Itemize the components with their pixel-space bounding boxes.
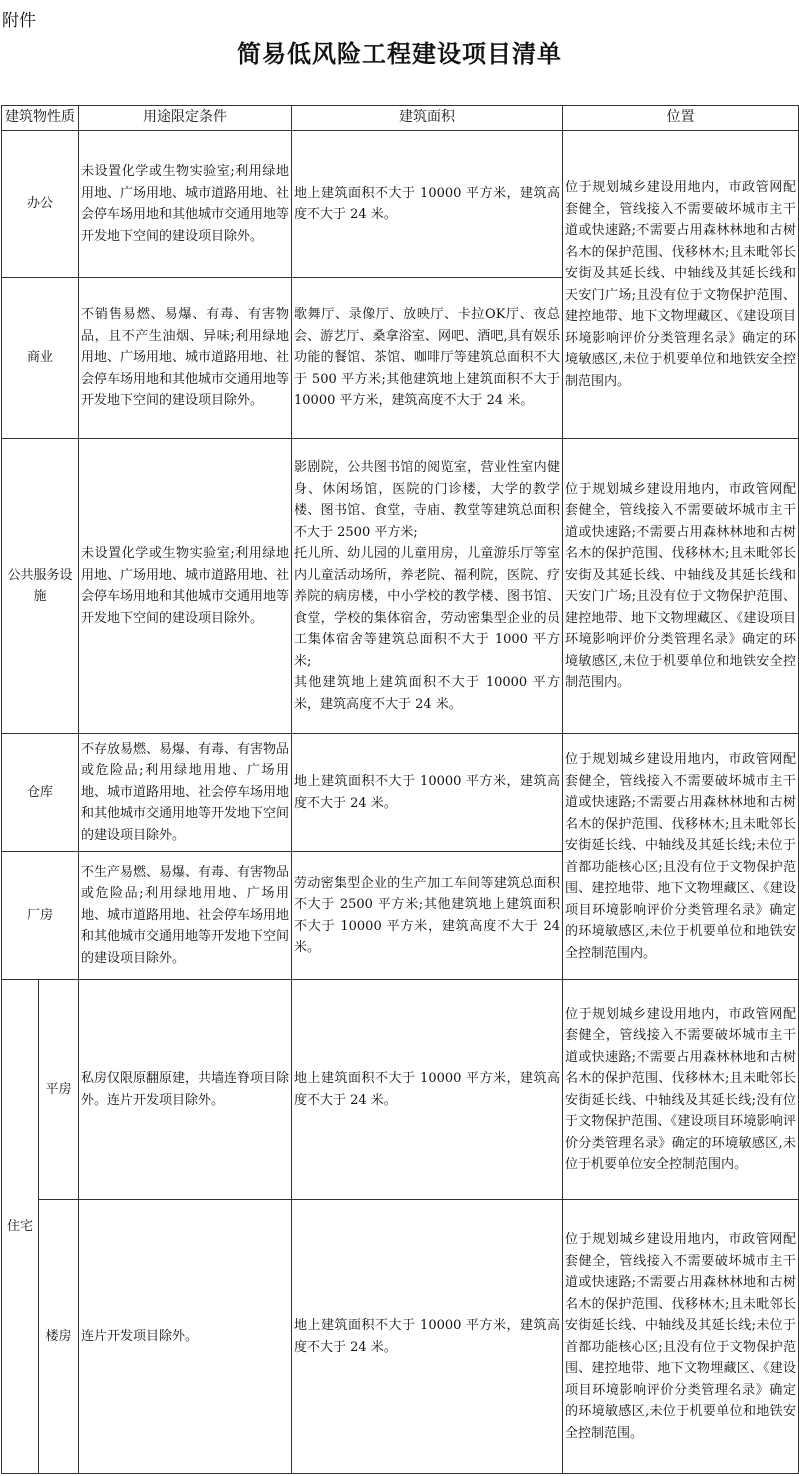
condition-cell: 未设置化学或生物实验室;利用绿地用地、广场用地、城市道路用地、社会停车场用地和其他城市交通用地等开发地下空间的建设项目除外。 (79, 439, 292, 734)
table-row (2, 734, 799, 852)
subtype-cell: 楼房 (39, 1200, 79, 1474)
location-cell: 位于规划城乡建设用地内，市政管网配套健全，管线接入不需要破坏城市主干道或快速路;不需要占用森林林地和古树名木的保护范围、伐移林木;且未毗邻长安街延长线、中轴线及其延长线;未位于首都功能核心区;且没有位于文物保护范围、建控地带、地下文物埋藏区、《建设项目环境影响评价分类管理名录》确定的环境敏感区,未位于机要单位和地铁安全控制范围。 (563, 1200, 799, 1474)
attachment-label: 附件 (2, 11, 36, 31)
area-cell: 地上建筑面积不大于 10000 平方米，建筑高度不大于 24 米。 (292, 980, 563, 1200)
type-cell: 厂房 (2, 852, 79, 980)
type-cell: 仓库 (2, 734, 79, 852)
table-row (2, 1200, 799, 1474)
table-header-row (2, 106, 799, 131)
location-cell: 位于规划城乡建设用地内，市政管网配套健全，管线接入不需要破坏城市主干道或快速路;不需要占用森林林地和古树名木的保护范围、伐移林木;且未毗邻长安街延长线、中轴线及其延长线;未位于首都功能核心区;且没有位于文物保护范围、建控地带、地下文物埋藏区、《建设项目环境影响评价分类管理名录》确定的环境敏感区,未位于机要单位和地铁安全控制范围内。 (563, 734, 799, 980)
location-cell: 位于规划城乡建设用地内，市政管网配套健全，管线接入不需要破坏城市主干道或快速路;不需要占用森林林地和古树名木的保护范围、伐移林木;且未毗邻长安街延长线、中轴线及其延长线;没有位于文物保护范围、《建设项目环境影响评价分类管理名录》确定的环境敏感区,未位于机要单位安全控制范围内。 (563, 980, 799, 1200)
header-floor-area: 建筑面积 (292, 106, 563, 131)
location-cell: 位于规划城乡建设用地内，市政管网配套健全，管线接入不需要破坏城市主干道或快速路;不需要占用森林林地和古树名木的保护范围、伐移林木;且未毗邻长安街及其延长线、中轴线及其延长线和天安门广场;且没有位于文物保护范围、建控地带、地下文物埋藏区、《建设项目环境影响评价分类管理名录》确定的环境敏感区,未位于机要单位和地铁安全控制范围内。 (563, 131, 799, 439)
condition-cell: 不存放易燃、易爆、有毒、有害物品或危险品;利用绿地用地、广场用地、城市道路用地、社会停车场用地和其他城市交通用地等开发地下空间的建设项目除外。 (79, 734, 292, 852)
area-cell: 地上建筑面积不大于 10000 平方米，建筑高度不大于 24 米。 (292, 1200, 563, 1474)
table-row (2, 439, 799, 734)
area-cell: 地上建筑面积不大于 10000 平方米，建筑高度不大于 24 米。 (292, 131, 563, 278)
type-cell: 公共服务设施 (2, 439, 79, 734)
subtype-cell: 平房 (39, 980, 79, 1200)
condition-cell: 未设置化学或生物实验室;利用绿地用地、广场用地、城市道路用地、社会停车场用地和其他城市交通用地等开发地下空间的建设项目除外。 (79, 131, 292, 278)
condition-cell: 不生产易燃、易爆、有毒、有害物品或危险品;利用绿地用地、广场用地、城市道路用地、社会停车场用地和其他城市交通用地等开发地下空间的建设项目除外。 (79, 852, 292, 980)
area-cell: 影剧院，公共图书馆的阅览室，营业性室内健身、休闲场馆，医院的门诊楼，大学的教学楼、图书馆、食堂，寺庙、教堂等建筑总面积不大于 2500 平方米; 托儿所、幼儿园的儿童用房，儿童游乐厅等室内儿童活动场所，养老院、福利院，医院、疗养院的病房楼，中小学校的教学楼、图书馆、食堂，学校的集体宿舍，劳动密集型企业的员工集体宿舍等建筑总面积不大于 1000 平方米; 其他建筑地上建筑面积不大于 10000 平方米，建筑高度不大于 24 米。 (292, 439, 563, 734)
header-use-condition: 用途限定条件 (79, 106, 292, 131)
header-building-type: 建筑物性质 (2, 106, 79, 131)
condition-cell: 连片开发项目除外。 (79, 1200, 292, 1474)
area-cell: 歌舞厅、录像厅、放映厅、卡拉OK厅、夜总会、游艺厅、桑拿浴室、网吧、酒吧,具有娱乐功能的餐馆、茶馆、咖啡厅等建筑总面积不大于 500 平方米;其他建筑地上建筑面积不大于 10000 平方米，建筑高度不大于 24 米。 (292, 278, 563, 439)
document-title: 简易低风险工程建设项目清单 (237, 39, 562, 68)
header-location: 位置 (563, 106, 799, 131)
table-row (2, 980, 799, 1200)
project-list-table (1, 105, 799, 1474)
area-cell: 劳动密集型企业的生产加工车间等建筑总面积不大于 2500 平方米;其他建筑地上建筑面积不大于 10000 平方米，建筑高度不大于 24 米。 (292, 852, 563, 980)
type-cell: 办公 (2, 131, 79, 278)
area-cell: 地上建筑面积不大于 10000 平方米，建筑高度不大于 24 米。 (292, 734, 563, 852)
condition-cell: 不销售易燃、易爆、有毒、有害物品，且不产生油烟、异味;利用绿地用地、广场用地、城市道路用地、社会停车场用地和其他城市交通用地等开发地下空间的建设项目除外。 (79, 278, 292, 439)
table-row (2, 131, 799, 278)
type-cell-residential: 住宅 (2, 980, 39, 1474)
location-cell: 位于规划城乡建设用地内，市政管网配套健全，管线接入不需要破坏城市主干道或快速路;不需要占用森林林地和古树名木的保护范围、伐移林木;且未毗邻长安街及其延长线、中轴线及其延长线和天安门广场;且没有位于文物保护范围、建控地带、地下文物埋藏区、《建设项目环境影响评价分类管理名录》确定的环境敏感区,未位于机要单位和地铁安全控制范围内。 (563, 439, 799, 734)
condition-cell: 私房仅限原翻原建，共墙连脊项目除外。连片开发项目除外。 (79, 980, 292, 1200)
type-cell: 商业 (2, 278, 79, 439)
